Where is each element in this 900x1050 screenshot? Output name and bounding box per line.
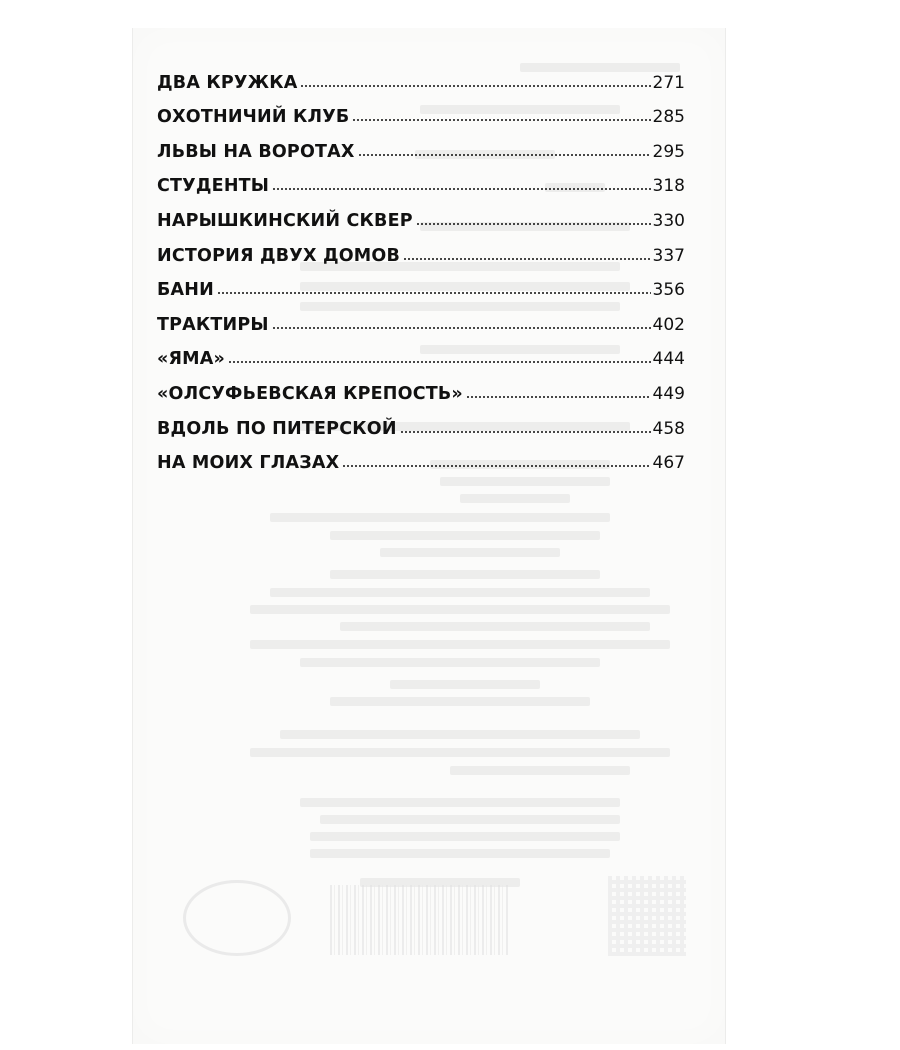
toc-entry[interactable] [157, 58, 685, 93]
dot-leader [403, 257, 651, 261]
toc-entry-title: НАРЫШКИНСКИЙ СКВЕР [157, 210, 413, 231]
toc-entry-title: «ОЛСУФЬЕВСКАЯ КРЕПОСТЬ» [157, 383, 463, 404]
toc-entry-page-number: 458 [652, 418, 685, 439]
toc-entry[interactable] [157, 404, 685, 439]
dot-leader [358, 153, 651, 157]
toc-entry-title: БАНИ [157, 280, 214, 301]
toc-entry-title: ВДОЛЬ ПО ПИТЕРСКОЙ [157, 418, 397, 439]
toc-entry-title: НА МОИХ ГЛАЗАХ [157, 453, 340, 474]
toc-entry[interactable] [157, 196, 685, 231]
toc-entry-page-number: 402 [652, 314, 685, 335]
dot-leader [342, 464, 650, 468]
dot-leader [352, 118, 650, 122]
toc-entry[interactable] [157, 231, 685, 266]
dot-leader [300, 84, 650, 88]
dot-leader [272, 326, 651, 330]
toc-entry-page-number: 318 [652, 176, 685, 197]
toc-entry[interactable] [157, 439, 685, 474]
toc-entry-title: «ЯМА» [157, 349, 226, 370]
dot-leader [416, 222, 651, 226]
dot-leader [466, 395, 651, 399]
toc-entry[interactable] [157, 93, 685, 128]
toc-entry-page-number: 271 [652, 72, 685, 93]
toc-entry[interactable] [157, 266, 685, 301]
toc-entry-page-number: 285 [652, 107, 685, 128]
toc-entry[interactable] [157, 369, 685, 404]
dot-leader [217, 291, 651, 295]
toc-entry[interactable] [157, 300, 685, 335]
toc-entry[interactable] [157, 335, 685, 370]
toc-entry-title: ЛЬВЫ НА ВОРОТАХ [157, 141, 355, 162]
toc-entry-page-number: 295 [652, 141, 685, 162]
toc-entry-title: ИСТОРИЯ ДВУХ ДОМОВ [157, 245, 401, 266]
toc-entry[interactable] [157, 127, 685, 162]
toc-entry-page-number: 337 [652, 245, 685, 266]
toc-entry-title: ОХОТНИЧИЙ КЛУБ [157, 107, 350, 128]
toc-entry-page-number: 467 [652, 453, 685, 474]
toc-entry-page-number: 444 [652, 349, 685, 370]
dot-leader [272, 187, 650, 191]
toc-entry-title: ТРАКТИРЫ [157, 314, 269, 335]
toc-entry-title: СТУДЕНТЫ [157, 176, 270, 197]
toc-entry-page-number: 356 [652, 280, 685, 301]
toc-entry[interactable] [157, 162, 685, 197]
table-of-contents [157, 58, 685, 473]
toc-entry-page-number: 449 [652, 383, 685, 404]
dot-leader [400, 430, 651, 434]
toc-entry-title: ДВА КРУЖКА [157, 72, 298, 93]
toc-entry-page-number: 330 [652, 210, 685, 231]
dot-leader [228, 360, 651, 364]
